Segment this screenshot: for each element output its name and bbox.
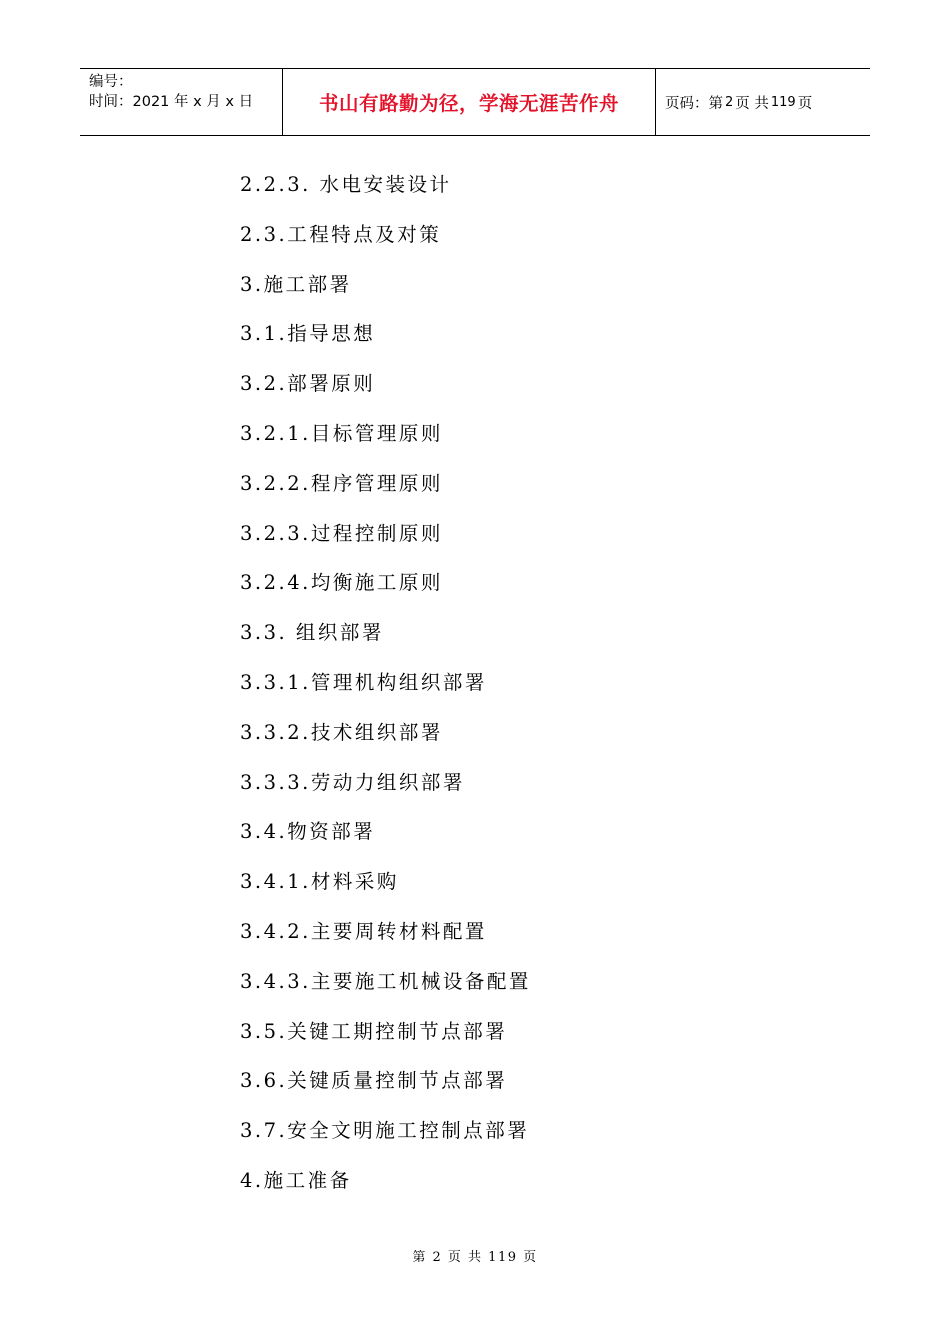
toc-entry: 3.3. 组织部署 (240, 621, 384, 645)
page-footer: 第 2 页 共 119 页 (412, 1250, 538, 1265)
toc-entry: 3.2.部署原则 (240, 372, 376, 396)
toc-entry: 3.2.4.均衡施工原则 (240, 571, 443, 595)
header-meta-cell (80, 69, 282, 135)
toc-entry: 3.3.2.技术组织部署 (240, 720, 443, 744)
header-motto-cell (282, 69, 656, 135)
toc-entry: 2.3.工程特点及对策 (240, 222, 442, 246)
toc-entry: 3.7.安全文明施工控制点部署 (240, 1119, 530, 1143)
toc-entry: 3.5.关键工期控制节点部署 (240, 1019, 508, 1043)
motto-text: 书山有路勤为径，学海无涯苦作舟 (318, 92, 619, 115)
toc-entry: 3.6.关键质量控制节点部署 (240, 1069, 508, 1093)
date-label: 时间：2021 年 x 月 x 日 (89, 94, 254, 110)
toc-entry: 3.4.2.主要周转材料配置 (240, 919, 487, 943)
page-mid: 页 共 (735, 95, 769, 112)
table-of-contents (240, 168, 531, 1214)
page-total: 119 (770, 94, 796, 110)
toc-entry: 3.施工部署 (240, 272, 352, 296)
toc-entry: 2.2.3. 水电安装设计 (240, 173, 452, 196)
header-page-cell (656, 69, 870, 135)
toc-entry: 3.3.3.劳动力组织部署 (240, 770, 465, 794)
toc-entry: 3.4.1.材料采购 (240, 870, 399, 894)
toc-entry: 4.施工准备 (240, 1168, 352, 1192)
toc-entry: 3.4.物资部署 (240, 820, 376, 844)
toc-entry: 3.2.3.过程控制原则 (240, 521, 443, 545)
toc-entry: 3.2.1.目标管理原则 (240, 421, 443, 445)
page-suffix: 页 (797, 95, 813, 112)
toc-entry: 3.4.3.主要施工机械设备配置 (240, 969, 531, 993)
toc-entry: 3.1.指导思想 (240, 322, 376, 346)
toc-entry: 3.2.2.程序管理原则 (240, 471, 443, 495)
page-number: 2 (725, 94, 734, 110)
serial-number-label: 编号： (89, 74, 133, 90)
page-header-table (80, 68, 870, 136)
page-prefix: 页码：第 (665, 95, 723, 112)
toc-entry: 3.3.1.管理机构组织部署 (240, 670, 487, 694)
